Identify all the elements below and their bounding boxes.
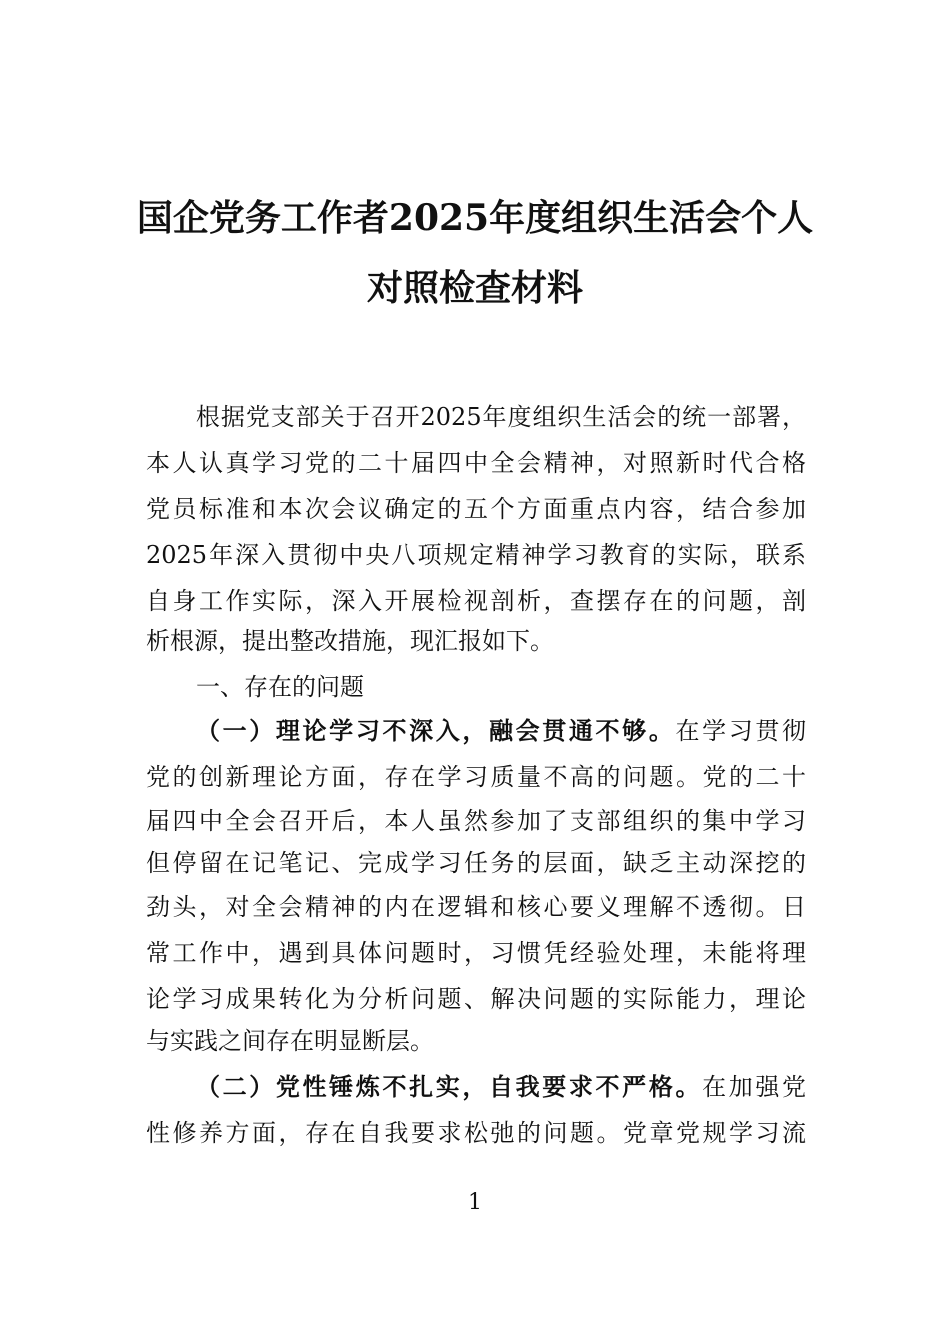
intro-line-1: 根据党支部关于召开2025年度组织生活会的统一部署，	[146, 403, 806, 431]
item1-line-2: 党的创新理论方面，存在学习质量不高的问题。党的二十	[146, 763, 806, 791]
item2-title: （二）党性锤炼不扎实，自我要求不严格。	[196, 1072, 703, 1101]
item1-line-5: 劲头，对全会精神的内在逻辑和核心要义理解不透彻。日	[146, 893, 806, 921]
document-title-line-2: 对照检查材料	[366, 267, 583, 309]
intro-line-6: 析根源，提出整改措施，现汇报如下。	[146, 627, 554, 655]
item1-line-3: 届四中全会召开后，本人虽然参加了支部组织的集中学习	[146, 807, 806, 835]
item2-first-line-rest: 在加强党	[702, 1073, 807, 1101]
item1-first-line-rest: 在学习贯彻	[675, 717, 806, 745]
intro-line-3: 党员标准和本次会议确定的五个方面重点内容，结合参加	[146, 495, 806, 523]
item1-line-8: 与实践之间存在明显断层。	[146, 1027, 434, 1055]
intro-line-5: 自身工作实际，深入开展检视剖析，查摆存在的问题，剖	[146, 587, 806, 615]
item2-line-2: 性修养方面，存在自我要求松弛的问题。党章党规学习流	[146, 1119, 806, 1147]
item1-first-line	[196, 716, 806, 746]
section-heading: 一、存在的问题	[196, 673, 364, 701]
item1-line-4: 但停留在记笔记、完成学习任务的层面，缺乏主动深挖的	[146, 849, 806, 877]
page-number: 1	[468, 1190, 482, 1215]
item1-title: （一）理论学习不深入，融会贯通不够。	[196, 716, 676, 745]
item1-line-7: 论学习成果转化为分析问题、解决问题的实际能力，理论	[146, 985, 806, 1013]
intro-line-2: 本人认真学习党的二十届四中全会精神，对照新时代合格	[146, 449, 806, 477]
intro-line-4: 2025年深入贯彻中央八项规定精神学习教育的实际，联系	[146, 541, 806, 569]
item2-first-line	[196, 1072, 806, 1102]
item1-line-6: 常工作中，遇到具体问题时，习惯凭经验处理，未能将理	[146, 939, 806, 967]
document-title-line-1: 国企党务工作者2025年度组织生活会个人	[136, 197, 814, 239]
